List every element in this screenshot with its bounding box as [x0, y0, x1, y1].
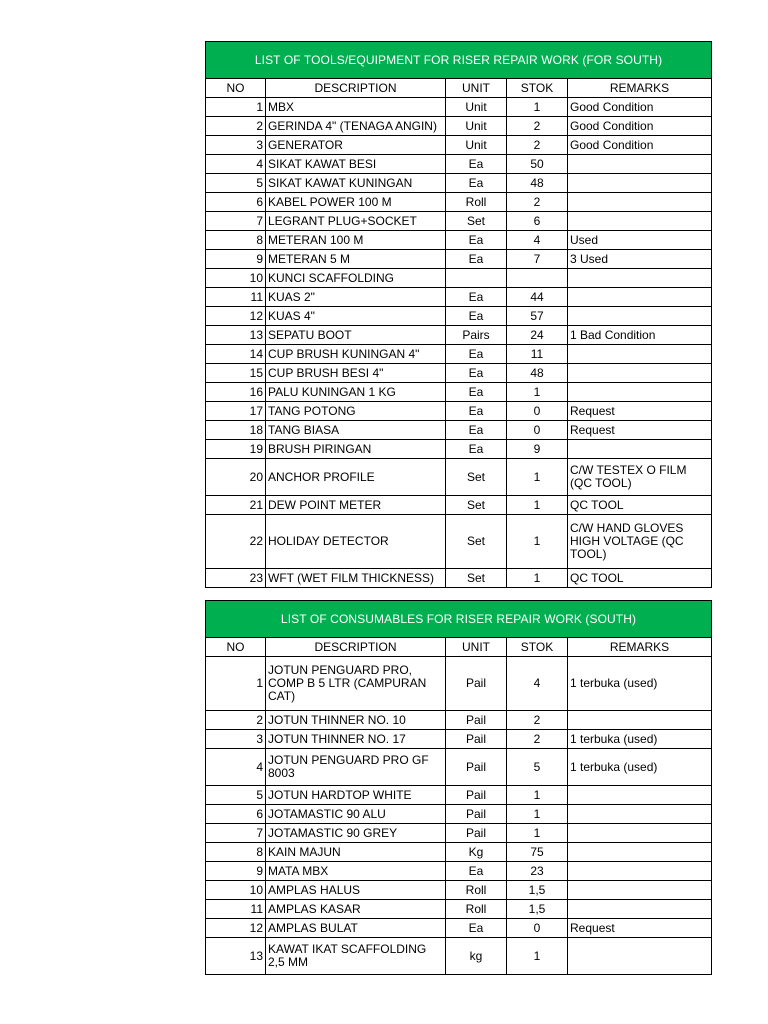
cell-remarks	[568, 155, 712, 174]
table-row	[206, 440, 712, 459]
cell-remarks: C/W HAND GLOVES HIGH VOLTAGE (QC TOOL)	[568, 515, 712, 569]
table-row	[206, 212, 712, 231]
cell-stok: 2	[507, 711, 568, 730]
cell-no: 1	[206, 657, 266, 711]
cell-remarks: 3 Used	[568, 250, 712, 269]
cell-description: KAIN MAJUN	[266, 843, 446, 862]
cell-remarks: 1 Bad Condition	[568, 326, 712, 345]
cell-unit: Roll	[446, 193, 507, 212]
cell-unit: Ea	[446, 919, 507, 938]
consumables-table	[205, 600, 712, 975]
cell-remarks: 1 terbuka (used)	[568, 749, 712, 786]
cell-unit: Unit	[446, 117, 507, 136]
cell-unit: Pairs	[446, 326, 507, 345]
cell-no: 2	[206, 711, 266, 730]
table-row	[206, 824, 712, 843]
cell-no: 19	[206, 440, 266, 459]
cell-remarks: Good Condition	[568, 98, 712, 117]
cell-description: LEGRANT PLUG+SOCKET	[266, 212, 446, 231]
cell-description: JOTAMASTIC 90 GREY	[266, 824, 446, 843]
cell-remarks	[568, 364, 712, 383]
cell-remarks	[568, 212, 712, 231]
cell-description: HOLIDAY DETECTOR	[266, 515, 446, 569]
cell-description: JOTUN THINNER NO. 10	[266, 711, 446, 730]
cell-no: 10	[206, 269, 266, 288]
cell-description: GENERATOR	[266, 136, 446, 155]
cell-unit: Ea	[446, 862, 507, 881]
cell-description: AMPLAS BULAT	[266, 919, 446, 938]
table-row	[206, 174, 712, 193]
cell-no: 7	[206, 824, 266, 843]
cell-remarks	[568, 900, 712, 919]
table-row	[206, 938, 712, 975]
cell-description: KAWAT IKAT SCAFFOLDING 2,5 MM	[266, 938, 446, 975]
cell-no: 10	[206, 881, 266, 900]
cell-stok: 1	[507, 569, 568, 588]
cell-no: 22	[206, 515, 266, 569]
table-row	[206, 250, 712, 269]
table-row	[206, 711, 712, 730]
cell-stok: 4	[507, 231, 568, 250]
table-row	[206, 364, 712, 383]
table-row	[206, 749, 712, 786]
cell-unit: Set	[446, 515, 507, 569]
cell-remarks	[568, 307, 712, 326]
cell-no: 23	[206, 569, 266, 588]
cell-remarks	[568, 843, 712, 862]
cell-unit: Pail	[446, 824, 507, 843]
cell-unit: Pail	[446, 657, 507, 711]
cell-stok: 1	[507, 383, 568, 402]
cell-no: 3	[206, 730, 266, 749]
table-row	[206, 843, 712, 862]
cell-unit: Ea	[446, 231, 507, 250]
cell-remarks	[568, 269, 712, 288]
cell-description: SIKAT KAWAT KUNINGAN	[266, 174, 446, 193]
cell-no: 20	[206, 459, 266, 496]
cell-stok: 50	[507, 155, 568, 174]
cell-description: KUAS 4"	[266, 307, 446, 326]
tools-equipment-table	[205, 41, 712, 588]
cell-remarks	[568, 938, 712, 975]
table-row	[206, 269, 712, 288]
cell-stok: 48	[507, 174, 568, 193]
cell-stok: 2	[507, 193, 568, 212]
cell-remarks	[568, 805, 712, 824]
cell-stok: 2	[507, 136, 568, 155]
table-row	[206, 193, 712, 212]
cell-no: 6	[206, 805, 266, 824]
cell-description: JOTUN THINNER NO. 17	[266, 730, 446, 749]
cell-unit	[446, 269, 507, 288]
cell-no: 13	[206, 326, 266, 345]
cell-unit: Ea	[446, 364, 507, 383]
cell-no: 17	[206, 402, 266, 421]
cell-remarks	[568, 345, 712, 364]
cell-no: 7	[206, 212, 266, 231]
col-header-description: DESCRIPTION	[266, 79, 446, 98]
cell-no: 9	[206, 250, 266, 269]
cell-remarks: Request	[568, 402, 712, 421]
consumables-table-body	[206, 657, 712, 975]
cell-no: 11	[206, 900, 266, 919]
col-header-remarks: REMARKS	[568, 638, 712, 657]
cell-no: 14	[206, 345, 266, 364]
cell-no: 13	[206, 938, 266, 975]
cell-no: 5	[206, 174, 266, 193]
cell-description: AMPLAS KASAR	[266, 900, 446, 919]
cell-remarks: Good Condition	[568, 117, 712, 136]
cell-description: DEW POINT METER	[266, 496, 446, 515]
cell-stok: 1	[507, 459, 568, 496]
cell-remarks	[568, 862, 712, 881]
cell-remarks: QC TOOL	[568, 496, 712, 515]
table-row	[206, 383, 712, 402]
col-header-stok: STOK	[507, 79, 568, 98]
cell-stok: 1	[507, 98, 568, 117]
cell-no: 6	[206, 193, 266, 212]
cell-remarks: Request	[568, 421, 712, 440]
cell-unit: Ea	[446, 250, 507, 269]
col-header-unit: UNIT	[446, 638, 507, 657]
cell-description: GERINDA 4" (TENAGA ANGIN)	[266, 117, 446, 136]
cell-no: 9	[206, 862, 266, 881]
cell-description: SEPATU BOOT	[266, 326, 446, 345]
cell-unit: Ea	[446, 345, 507, 364]
cell-unit: Pail	[446, 786, 507, 805]
cell-unit: Ea	[446, 440, 507, 459]
cell-stok: 0	[507, 919, 568, 938]
table-row	[206, 496, 712, 515]
cell-description: TANG BIASA	[266, 421, 446, 440]
cell-description: KUAS 2"	[266, 288, 446, 307]
cell-unit: Set	[446, 212, 507, 231]
cell-unit: Pail	[446, 730, 507, 749]
cell-remarks	[568, 711, 712, 730]
cell-description: JOTUN PENGUARD PRO GF 8003	[266, 749, 446, 786]
table-row	[206, 326, 712, 345]
table-row	[206, 98, 712, 117]
cell-no: 16	[206, 383, 266, 402]
cell-no: 11	[206, 288, 266, 307]
tools-table-body	[206, 98, 712, 588]
cell-stok: 7	[507, 250, 568, 269]
cell-description: MATA MBX	[266, 862, 446, 881]
cell-stok: 48	[507, 364, 568, 383]
cell-stok: 1	[507, 938, 568, 975]
cell-stok: 2	[507, 730, 568, 749]
cell-stok: 1	[507, 786, 568, 805]
table-row	[206, 657, 712, 711]
cell-no: 8	[206, 843, 266, 862]
cell-stok: 4	[507, 657, 568, 711]
table-row	[206, 569, 712, 588]
cell-no: 15	[206, 364, 266, 383]
table-row	[206, 900, 712, 919]
cell-stok: 44	[507, 288, 568, 307]
cell-stok: 1,5	[507, 900, 568, 919]
cell-unit: Ea	[446, 402, 507, 421]
cell-description: CUP BRUSH BESI 4"	[266, 364, 446, 383]
col-header-unit: UNIT	[446, 79, 507, 98]
table-row	[206, 805, 712, 824]
col-header-stok: STOK	[507, 638, 568, 657]
cell-stok: 1,5	[507, 881, 568, 900]
cell-unit: Ea	[446, 421, 507, 440]
cell-unit: Ea	[446, 174, 507, 193]
cell-remarks	[568, 881, 712, 900]
cell-stok: 57	[507, 307, 568, 326]
cell-unit: Set	[446, 496, 507, 515]
table-row	[206, 786, 712, 805]
cell-description: JOTAMASTIC 90 ALU	[266, 805, 446, 824]
cell-remarks	[568, 174, 712, 193]
cell-description: BRUSH PIRINGAN	[266, 440, 446, 459]
cell-no: 1	[206, 98, 266, 117]
cell-stok: 9	[507, 440, 568, 459]
cell-no: 12	[206, 919, 266, 938]
col-header-no: NO	[206, 638, 266, 657]
table-row	[206, 862, 712, 881]
table-row	[206, 231, 712, 250]
table-row	[206, 421, 712, 440]
cell-remarks	[568, 193, 712, 212]
cell-unit: Pail	[446, 749, 507, 786]
cell-unit: Kg	[446, 843, 507, 862]
cell-remarks: QC TOOL	[568, 569, 712, 588]
cell-no: 21	[206, 496, 266, 515]
cell-description: MBX	[266, 98, 446, 117]
cell-stok: 0	[507, 421, 568, 440]
cell-remarks: Used	[568, 231, 712, 250]
cell-unit: Pail	[446, 805, 507, 824]
table-row	[206, 136, 712, 155]
cell-unit: Set	[446, 459, 507, 496]
cell-remarks	[568, 440, 712, 459]
table-row	[206, 515, 712, 569]
cell-no: 4	[206, 749, 266, 786]
table-row	[206, 919, 712, 938]
cell-description: CUP BRUSH KUNINGAN 4"	[266, 345, 446, 364]
table-row	[206, 730, 712, 749]
table-row	[206, 288, 712, 307]
cell-remarks	[568, 383, 712, 402]
table-row	[206, 881, 712, 900]
cell-unit: Roll	[446, 900, 507, 919]
cell-remarks	[568, 786, 712, 805]
cell-stok: 1	[507, 824, 568, 843]
cell-description: KUNCI SCAFFOLDING	[266, 269, 446, 288]
cell-unit: Roll	[446, 881, 507, 900]
cell-stok: 11	[507, 345, 568, 364]
consumables-table-title: LIST OF CONSUMABLES FOR RISER REPAIR WORK (SOUTH)	[206, 601, 712, 638]
cell-no: 2	[206, 117, 266, 136]
cell-description: SIKAT KAWAT BESI	[266, 155, 446, 174]
cell-stok: 75	[507, 843, 568, 862]
cell-stok: 1	[507, 496, 568, 515]
cell-description: TANG POTONG	[266, 402, 446, 421]
cell-remarks: Good Condition	[568, 136, 712, 155]
cell-no: 8	[206, 231, 266, 250]
cell-description: ANCHOR PROFILE	[266, 459, 446, 496]
cell-no: 12	[206, 307, 266, 326]
cell-stok: 0	[507, 402, 568, 421]
cell-stok: 1	[507, 805, 568, 824]
cell-remarks: Request	[568, 919, 712, 938]
cell-description: METERAN 100 M	[266, 231, 446, 250]
tools-table-title: LIST OF TOOLS/EQUIPMENT FOR RISER REPAIR WORK (FOR SOUTH)	[206, 42, 712, 79]
cell-unit: Pail	[446, 711, 507, 730]
cell-description: AMPLAS HALUS	[266, 881, 446, 900]
cell-remarks: 1 terbuka (used)	[568, 657, 712, 711]
cell-no: 5	[206, 786, 266, 805]
table-row	[206, 307, 712, 326]
cell-description: PALU KUNINGAN 1 KG	[266, 383, 446, 402]
cell-no: 3	[206, 136, 266, 155]
cell-unit: Set	[446, 569, 507, 588]
cell-description: KABEL POWER 100 M	[266, 193, 446, 212]
cell-description: METERAN 5 M	[266, 250, 446, 269]
cell-unit: Ea	[446, 383, 507, 402]
cell-unit: Ea	[446, 155, 507, 174]
cell-stok: 24	[507, 326, 568, 345]
cell-unit: kg	[446, 938, 507, 975]
table-row	[206, 345, 712, 364]
cell-unit: Ea	[446, 307, 507, 326]
cell-stok: 2	[507, 117, 568, 136]
cell-remarks	[568, 824, 712, 843]
cell-description: JOTUN PENGUARD PRO, COMP B 5 LTR (CAMPURAN CAT)	[266, 657, 446, 711]
table-row	[206, 117, 712, 136]
cell-description: WFT (WET FILM THICKNESS)	[266, 569, 446, 588]
table-row	[206, 459, 712, 496]
cell-remarks	[568, 288, 712, 307]
cell-stok: 6	[507, 212, 568, 231]
cell-unit: Unit	[446, 136, 507, 155]
cell-no: 18	[206, 421, 266, 440]
cell-stok: 23	[507, 862, 568, 881]
cell-stok	[507, 269, 568, 288]
cell-stok: 5	[507, 749, 568, 786]
col-header-no: NO	[206, 79, 266, 98]
cell-description: JOTUN HARDTOP WHITE	[266, 786, 446, 805]
cell-unit: Ea	[446, 288, 507, 307]
col-header-remarks: REMARKS	[568, 79, 712, 98]
cell-unit: Unit	[446, 98, 507, 117]
cell-remarks: 1 terbuka (used)	[568, 730, 712, 749]
col-header-description: DESCRIPTION	[266, 638, 446, 657]
cell-remarks: C/W TESTEX O FILM (QC TOOL)	[568, 459, 712, 496]
table-row	[206, 402, 712, 421]
cell-no: 4	[206, 155, 266, 174]
cell-stok: 1	[507, 515, 568, 569]
table-row	[206, 155, 712, 174]
